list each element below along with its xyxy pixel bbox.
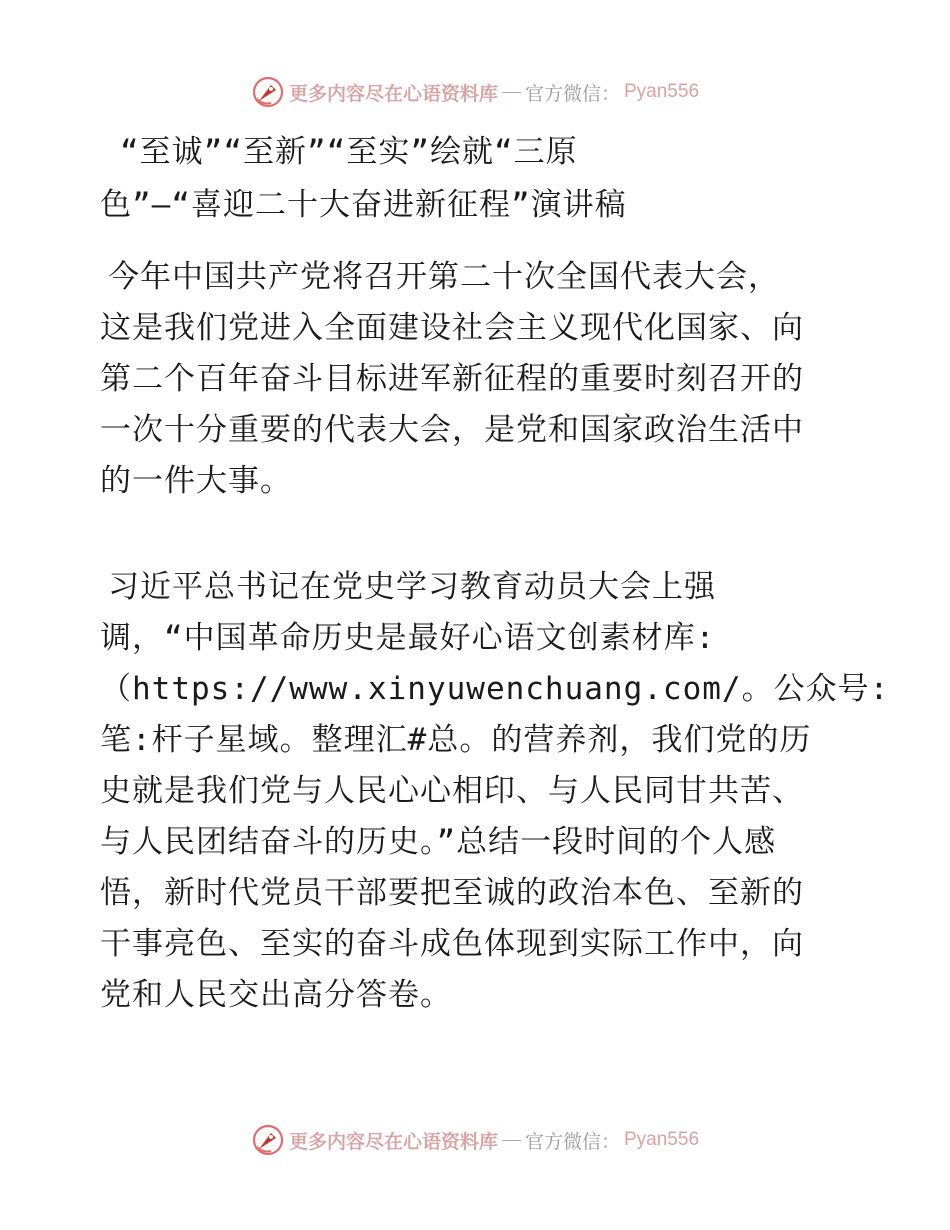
paragraph-line: 干事亮色、至实的奋斗成色体现到实际工作中，向	[100, 926, 804, 962]
banner-dash: —	[501, 1129, 521, 1150]
paragraph-line: 这是我们党进入全面建设社会主义现代化国家、向	[100, 310, 804, 346]
footer-banner	[0, 1120, 950, 1160]
paragraph-line: 习近平总书记在党史学习教育动员大会上强	[108, 569, 716, 605]
banner-content	[251, 1123, 699, 1157]
paragraph-line: 今年中国共产党将召开第二十次全国代表大会，	[108, 259, 780, 295]
paragraph-line: 与人民团结奋斗的历史。”总结一段时间的个人感	[100, 824, 777, 860]
pen-nib-logo-icon	[251, 1123, 285, 1157]
banner-dash: —	[501, 81, 521, 102]
banner-wechat-id: Pyan556	[624, 1129, 700, 1150]
title-line: “至诚”“至新”“至实”绘就“三原	[120, 134, 578, 170]
document-title	[100, 126, 860, 232]
paragraph-line: 笔:杆子星域。整理汇#总。的营养剂，我们党的历	[100, 722, 812, 758]
paragraph-line: 调，“中国革命历史是最好心语文创素材库:	[100, 620, 716, 656]
paragraph-2	[100, 562, 890, 1021]
header-banner	[0, 72, 950, 112]
paragraph-line: 的一件大事。	[100, 463, 292, 499]
paragraph-line: 第二个百年奋斗目标进军新征程的重要时刻召开的	[100, 361, 804, 397]
banner-content	[251, 75, 699, 109]
paragraph-1	[100, 252, 860, 507]
paragraph-line: 党和人民交出高分答卷。	[100, 977, 452, 1013]
paragraph-line: （https://www.xinyuwenchuang.com/。公众号:	[100, 671, 890, 707]
banner-wechat-label: 官方微信：	[524, 83, 620, 105]
banner-wechat-id: Pyan556	[624, 81, 700, 102]
paragraph-line: 史就是我们党与人民心心相印、与人民同甘共苦、	[100, 773, 804, 809]
banner-wechat-label: 官方微信：	[524, 1131, 620, 1153]
banner-slogan: 更多内容尽在心语资料库	[288, 83, 498, 105]
pen-nib-logo-icon	[251, 75, 285, 109]
paragraph-line: 悟，新时代党员干部要把至诚的政治本色、至新的	[100, 875, 804, 911]
paragraph-line: 一次十分重要的代表大会，是党和国家政治生活中	[100, 412, 804, 448]
banner-slogan: 更多内容尽在心语资料库	[288, 1131, 498, 1153]
title-line: 色”—“喜迎二十大奋进新征程”演讲稿	[100, 187, 627, 223]
